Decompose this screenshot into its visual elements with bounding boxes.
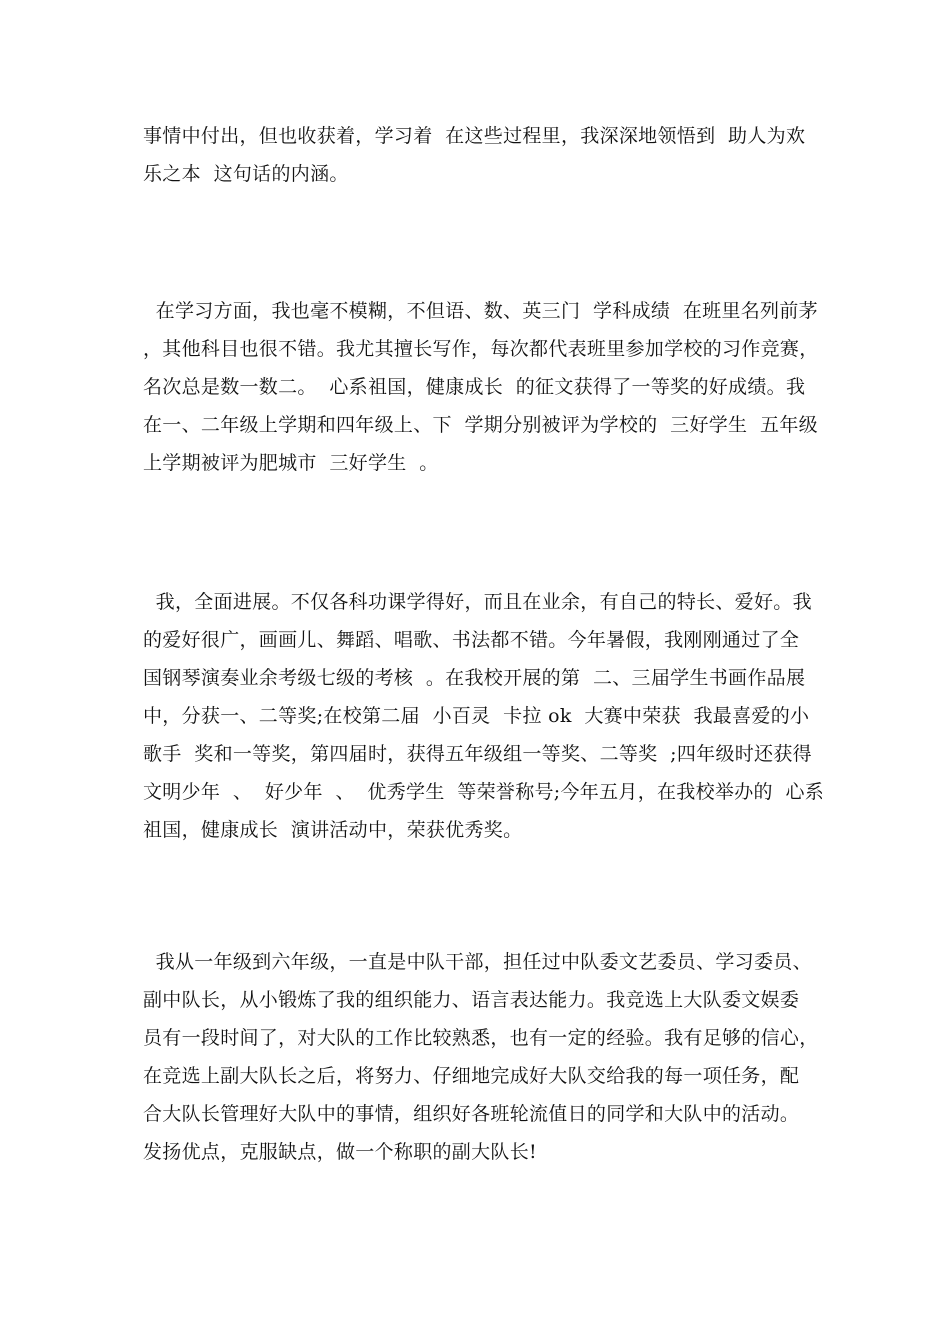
text-line: 祖国，健康成长 演讲活动中，荣获优秀奖。	[143, 819, 523, 841]
text-line: 国钢琴演奏业余考级七级的考核 。在我校开展的第 二、三届学生书画作品展	[143, 667, 806, 689]
text-line: ，其他科目也很不错。我尤其擅长写作，每次都代表班里参加学校的习作竞赛，	[143, 338, 819, 360]
text-line: 员有一段时间了，对大队的工作比较熟悉，也有一定的经验。我有足够的信心，	[143, 1027, 819, 1049]
text-line: 在学习方面，我也毫不模糊，不但语、数、英三门 学科成绩 在班里名列前茅	[143, 300, 818, 322]
paragraph-3	[143, 583, 825, 849]
text-line: 我，全面进展。不仅各科功课学得好，而且在业余，有自己的特长、爱好。我	[143, 591, 812, 613]
paragraph-1	[143, 117, 811, 193]
text-line: 在竞选上副大队长之后，将努力、仔细地完成好大队交给我的每一项任务，配	[143, 1065, 800, 1087]
text-line: 我从一年级到六年级，一直是中队干部，担任过中队委文艺委员、学习委员、	[143, 951, 812, 973]
text-line: 在一、二年级上学期和四年级上、下 学期分别被评为学校的 三好学生 五年级	[143, 414, 818, 436]
text-line: 乐之本 这句话的内涵。	[143, 163, 349, 185]
text-line: 名次总是数一数二。 心系祖国，健康成长 的征文获得了一等奖的好成绩。我	[143, 376, 806, 398]
text-line: 的爱好很广，画画儿、舞蹈、唱歌、书法都不错。今年暑假，我刚刚通过了全	[143, 629, 800, 651]
text-line: 中，分获一、二等奖;在校第二届 小百灵 卡拉 ok 大赛中荣获 我最喜爱的小	[143, 705, 810, 727]
text-line: 副中队长，从小锻炼了我的组织能力、语言表达能力。我竞选上大队委文娱委	[143, 989, 800, 1011]
text-line: 事情中付出，但也收获着，学习着 在这些过程里，我深深地领悟到 助人为欢	[143, 125, 806, 147]
text-line: 歌手 奖和一等奖，第四届时，获得五年级组一等奖、二等奖 ;四年级时还获得	[143, 743, 812, 765]
text-line: 发扬优点，克服缺点，做一个称职的副大队长!	[143, 1141, 537, 1163]
paragraph-4	[143, 943, 819, 1171]
text-line: 上学期被评为肥城市 三好学生 。	[143, 452, 439, 474]
paragraph-2	[143, 292, 819, 482]
text-line: 合大队长管理好大队中的事情，组织好各班轮流值日的同学和大队中的活动。	[143, 1103, 800, 1125]
text-line: 文明少年 、 好少年 、 优秀学生 等荣誉称号;今年五月，在我校举办的 心系	[143, 781, 825, 803]
